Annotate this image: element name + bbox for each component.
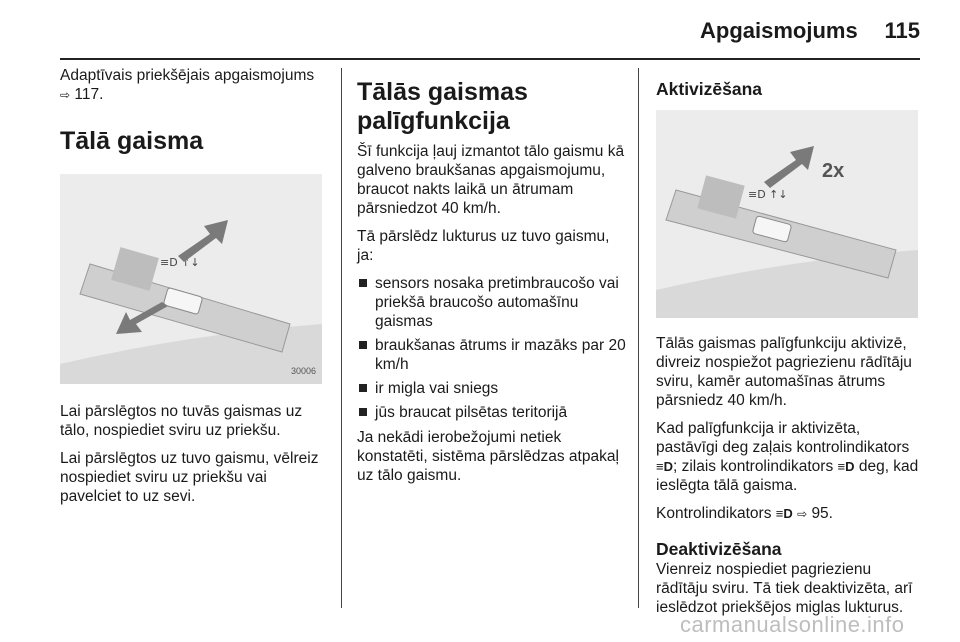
list-item: jūs braucat pilsētas teritorijā [357,403,627,422]
list-item: ir migla vai sniegs [357,379,627,398]
lever-illustration [60,174,322,384]
header-title: Apgaismojums [700,18,858,43]
section-heading: Tālās gaismas palīgfunkcija [357,78,528,135]
column-right [656,78,922,626]
figure-high-beam-lever [60,174,322,384]
high-beam-assist-indicator-icon: ≡D [656,459,673,474]
paragraph: Tā pārslēdz lukturus uz tuvo gaismu, ja: [357,228,610,264]
indicator-label: Kontrolindikators [656,505,772,522]
watermark: carmanualsonline.info [680,612,905,637]
conditions-list [357,274,627,422]
paragraph-text: ; zilais kontrolindikators [672,458,834,475]
column-left [60,66,330,515]
page-reference: 95. [811,505,833,522]
activation-illustration [656,110,918,318]
list-item: braukšanas ātrums ir mazāks par 20 km/h [357,336,627,374]
subsection-heading: Aktivizēšana [656,79,763,99]
paragraph: Lai pārslēgtos uz tuvo gaismu, vēlreiz nospiediet sviru uz priekšu vai pavelciet to uz sevi. [60,450,319,505]
section-heading: Tālā gaisma [60,127,204,155]
intro-paragraph [60,66,330,105]
paragraph: Lai pārslēgtos no tuvās gaismas uz tālo, nospiediet sviru uz priekšu. [60,403,303,439]
paragraph: Vienreiz nospiediet pagriezienu rādītāju sviru. Tā tiek deaktivizēta, arī ieslēdzot priekšējos miglas lukturus. [656,561,913,616]
figure-code: 30006 [290,366,316,376]
page-number: 115 [884,18,920,43]
paragraph-text: Kad palīgfunkcija ir aktivizēta, pastāvīgi deg zaļais kontrolindikators [656,420,910,456]
page-reference: 117. [74,86,104,103]
svg-text:≡D ↑↓: ≡D ↑↓ [160,256,200,269]
high-beam-indicator-icon: ≡D [837,459,855,474]
reference-arrow-icon: ⇨ [797,507,808,521]
reference-arrow-icon: ⇨ [60,88,71,102]
figure-label: 2x [822,160,845,182]
svg-text:≡D ↑↓: ≡D ↑↓ [748,188,788,201]
paragraph: Ja nekādi ierobežojumi netiek konstatēti, sistēma pārslēdzas atpakaļ uz tālo gaismu. [357,429,619,484]
list-item: sensors nosaka pretimbraucošo vai priekšā braucošo automašīnu gaismas [357,274,627,331]
column-divider [341,68,342,608]
header-rule [60,58,920,60]
intro-text: Adaptīvais priekšējais apgaismojums [60,67,315,84]
paragraph: Šī funkcija ļauj izmantot tālo gaismu kā galveno braukšanas apgaismojumu, braucot nakts laikā un ātrumam pārsniedzot 40 km/h. [357,143,625,217]
paragraph: Tālās gaismas palīgfunkciju aktivizē, divreiz nospiežot pagriezienu rādītāju sviru, kamēr automašīnas ātrums pārsniedz 40 km/h. [656,335,912,409]
figure-activation-lever [656,110,918,318]
subsection-heading: Deaktivizēšana [656,539,782,559]
paragraph [656,504,922,524]
column-middle [357,78,627,494]
high-beam-assist-indicator-icon: ≡D [775,506,793,521]
column-divider [638,68,639,608]
paragraph-text: deg, kad ieslēgta tālā gaisma. [656,458,919,494]
paragraph [656,419,922,495]
